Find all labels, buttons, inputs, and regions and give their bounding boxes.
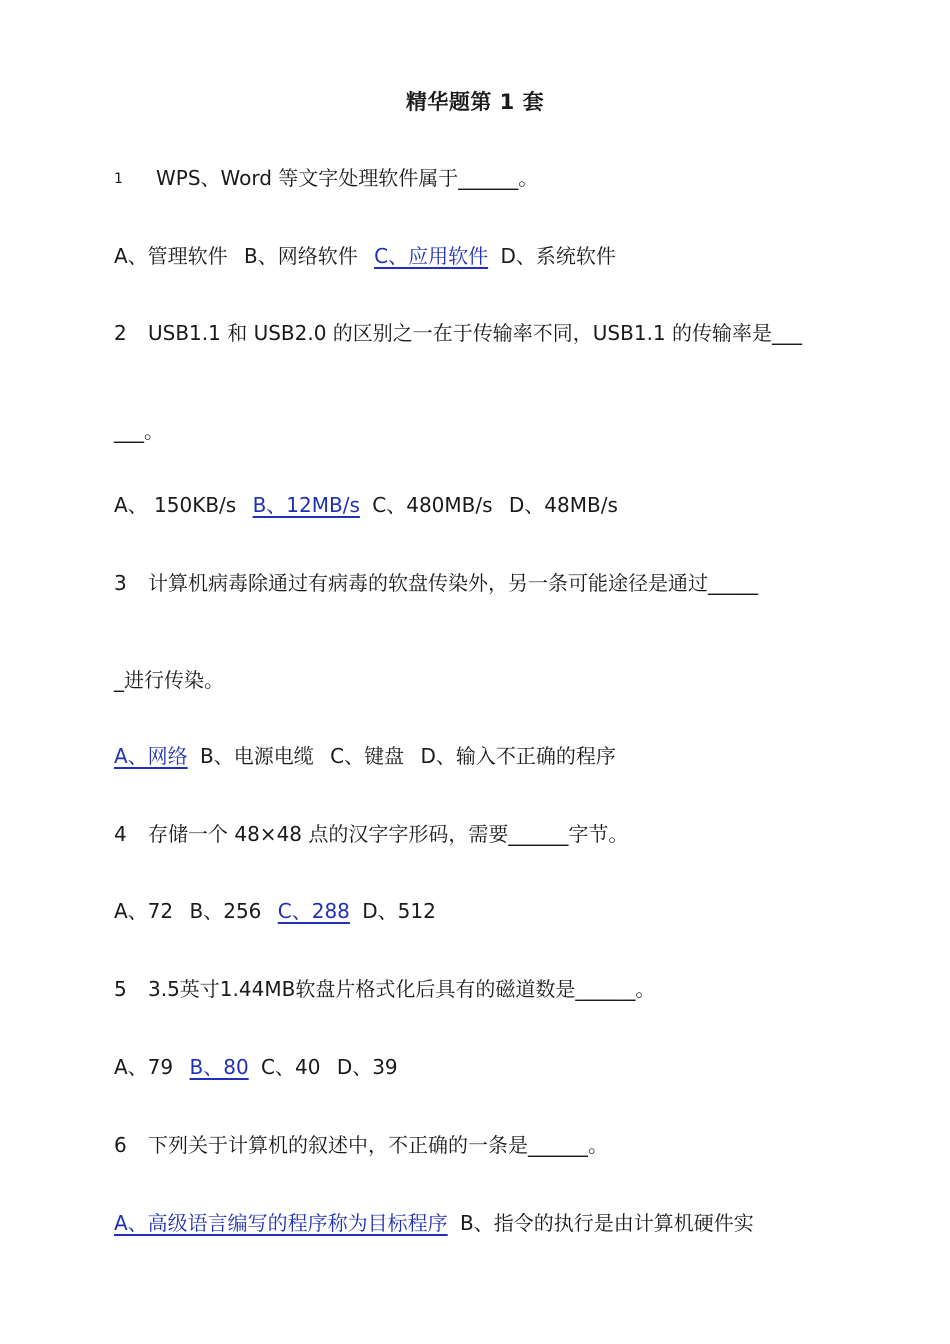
question-3-stem (114, 569, 758, 597)
question-2-options (114, 491, 628, 519)
option-a: A、 150KB/s (114, 493, 237, 517)
question-1-stem (114, 164, 538, 193)
option-c-answer-link[interactable]: C、288 (277, 899, 350, 923)
option-a-answer-link[interactable]: A、高级语言编写的程序称为目标程序 (114, 1211, 448, 1235)
option-c-answer-link[interactable]: C、应用软件 (374, 244, 489, 268)
question-5-options (114, 1053, 408, 1081)
question-1-options (114, 242, 626, 270)
question-number: 4 (114, 822, 127, 846)
page-title: 精华题第 1 套 (405, 90, 545, 114)
option-c: C、480MB/s (372, 493, 493, 517)
option-d: D、39 (336, 1055, 398, 1079)
option-c: C、40 (261, 1055, 321, 1079)
question-number: 1 (114, 171, 123, 187)
option-c: C、键盘 (330, 744, 405, 768)
option-a: A、管理软件 (114, 244, 228, 268)
option-b: B、256 (189, 899, 262, 923)
question-2-stem (114, 319, 802, 347)
question-text: ___。 (114, 419, 164, 443)
question-3-options (114, 742, 626, 770)
question-number: 3 (114, 571, 127, 595)
option-b: B、网络软件 (244, 244, 358, 268)
question-2-stem-continued (114, 417, 164, 445)
question-text: 3.5英寸1.44MB软盘片格式化后具有的磁道数是______。 (148, 977, 656, 1001)
question-text: _进行传染。 (114, 668, 224, 692)
option-d: D、512 (362, 899, 436, 923)
question-text: WPS、Word 等文字处理软件属于______。 (156, 166, 539, 190)
option-b: B、电源电缆 (200, 744, 314, 768)
option-d: D、输入不正确的程序 (420, 744, 616, 768)
question-text: USB1.1 和 USB2.0 的区别之一在于传输率不同，USB1.1 的传输率是___ (148, 321, 803, 345)
option-d: D、48MB/s (508, 493, 618, 517)
question-3-stem-continued (114, 666, 224, 694)
question-text: 计算机病毒除通过有病毒的软盘传染外，另一条可能途径是通过_____ (148, 571, 758, 595)
option-a: A、72 (114, 899, 174, 923)
option-a-answer-link[interactable]: A、网络 (114, 744, 188, 768)
question-4-stem (114, 820, 628, 848)
question-number: 5 (114, 977, 127, 1001)
question-6-options (114, 1209, 764, 1237)
question-6-stem (114, 1131, 608, 1159)
option-b-answer-link[interactable]: B、12MB/s (252, 493, 360, 517)
question-4-options (114, 897, 446, 925)
question-5-stem (114, 975, 655, 1003)
question-number: 2 (114, 321, 127, 345)
question-text: 存储一个 48×48 点的汉字字形码，需要______字节。 (148, 822, 629, 846)
option-b: B、指令的执行是由计算机硬件实 (460, 1211, 754, 1235)
question-text: 下列关于计算机的叙述中，不正确的一条是______。 (148, 1133, 608, 1157)
option-a: A、79 (114, 1055, 174, 1079)
option-d: D、系统软件 (500, 244, 616, 268)
option-b-answer-link[interactable]: B、80 (189, 1055, 249, 1079)
question-number: 6 (114, 1133, 127, 1157)
